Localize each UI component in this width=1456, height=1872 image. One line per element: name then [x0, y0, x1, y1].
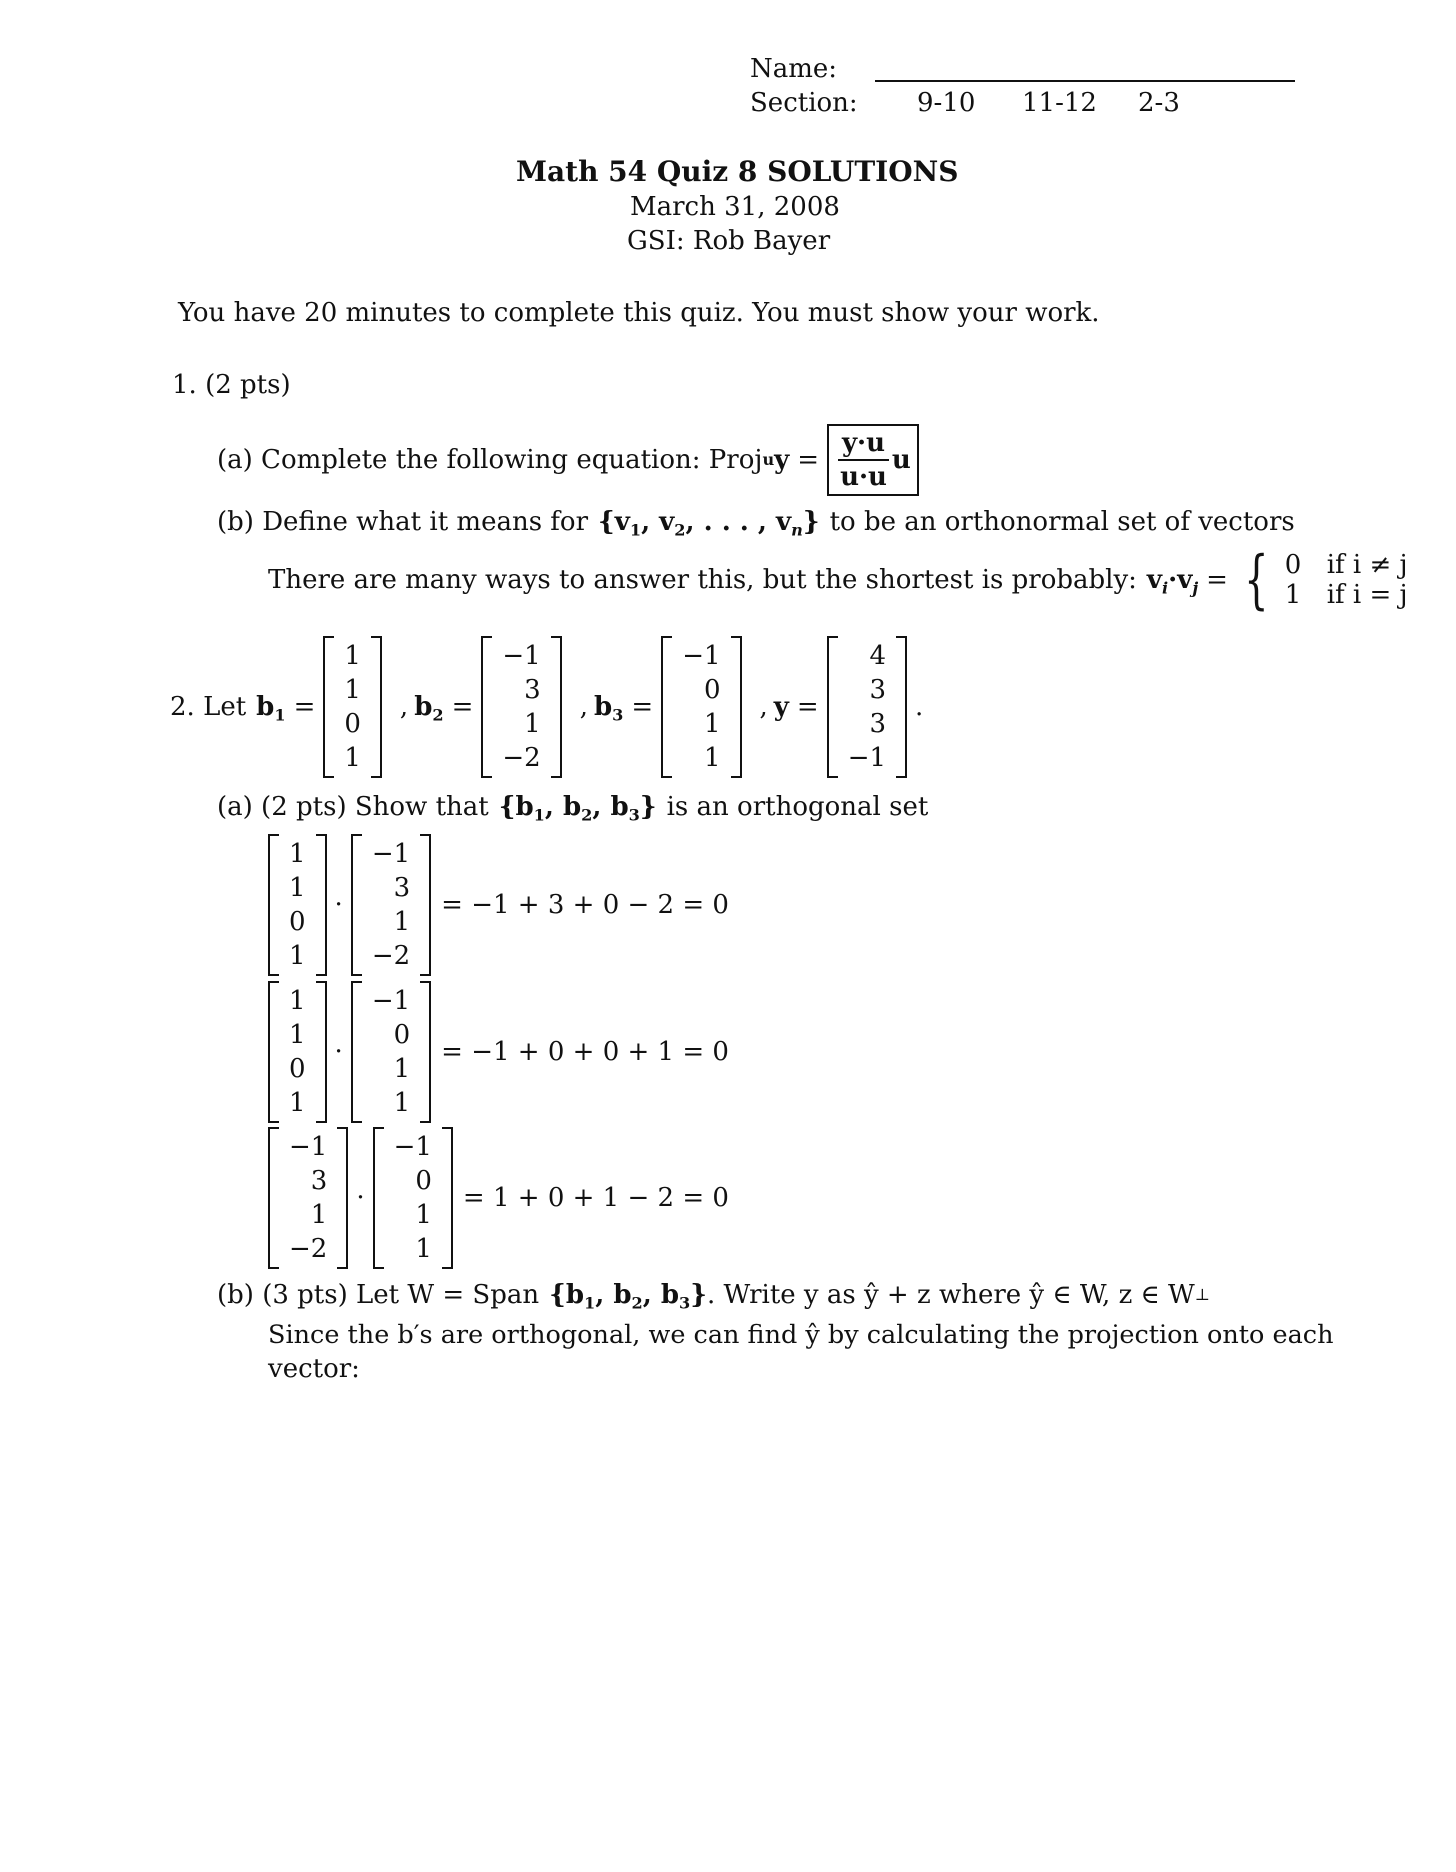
q1b-text: (b) Define what it means for: [217, 507, 589, 537]
q2a-tail: is an orthogonal set: [666, 792, 929, 822]
piecewise-cases: { 0 if i ≠ j 1 if i = j: [1244, 543, 1408, 617]
q2b-text: (b) (3 pts) Let W = Span: [217, 1280, 540, 1310]
equals-sign: =: [1206, 565, 1228, 595]
dot-product: $v_i\cdot v_j$: [1146, 565, 1199, 598]
q2-definition: 2. Let $b_1$ = 1 1 0 1 , $b_2$ = −1 3 1 −2 , $b_3$ = −1 0 1 1 , y = 4 3 3 −1 .: [170, 636, 923, 778]
proj-var: y: [774, 445, 790, 475]
dot-result-1: = −1 + 3 + 0 − 2 = 0: [441, 890, 729, 920]
q1a-line: (a) Complete the following equation: Proj u y = $\frac{y\cdot u}{u\cdot u}$ u: [217, 425, 919, 495]
name-line: [875, 80, 1295, 82]
vector-b1: 1 1 0 1: [323, 636, 382, 778]
q2b-tail: . Write y as ŷ + z where ŷ ∈ W, z ∈ W: [706, 1280, 1195, 1310]
case1-value: 0: [1284, 550, 1302, 580]
quiz-date: March 31, 2008: [630, 192, 840, 222]
answer-box: $\frac{y\cdot u}{u\cdot u}$ u: [827, 424, 919, 496]
vector-y: 4 3 3 −1: [827, 636, 907, 778]
gsi-name: GSI: Rob Bayer: [627, 226, 831, 256]
instructions: You have 20 minutes to complete this quiz. You must show your work.: [178, 298, 1100, 328]
q2-label: 2. Let: [170, 692, 247, 722]
q1b-tail: to be an orthonormal set of vectors: [829, 507, 1295, 537]
q2b-line3: vector:: [268, 1354, 360, 1384]
proj-fraction: $\frac{y\cdot u}{u\cdot u}$: [840, 428, 887, 492]
dot-result-2: = −1 + 0 + 0 + 1 = 0: [441, 1037, 729, 1067]
q1b-answer: [268, 543, 1408, 617]
case2-value: 1: [1284, 580, 1302, 610]
vector-set: {$v_1$, $v_2$, . . . , $v_n$}: [598, 507, 820, 540]
name-label: Name:: [750, 54, 838, 84]
q1-label: 1. (2 pts): [172, 370, 291, 400]
case2-condition: if i = j: [1326, 580, 1408, 610]
dot-product-3: −1 3 1 −2 · −1 0 1 1 = 1 + 0 + 1 − 2 = 0: [268, 1127, 729, 1269]
vector-b3: −1 0 1 1: [661, 636, 741, 778]
q1b-line: [217, 507, 1295, 540]
dot-product-2: 1 1 0 1 · −1 0 1 1 = −1 + 0 + 0 + 1 = 0: [268, 981, 729, 1123]
dot-product-1: 1 1 0 1 · −1 3 1 −2 = −1 + 3 + 0 − 2 = 0: [268, 834, 729, 976]
section-label: Section:: [750, 88, 858, 118]
case1-condition: if i ≠ j: [1326, 550, 1408, 580]
q2a-line: [217, 792, 929, 825]
section-option-1: 9-10: [917, 88, 976, 118]
q1a-text: (a) Complete the following equation: Proj: [217, 445, 763, 475]
equals-sign: =: [797, 445, 820, 475]
section-option-2: 11-12: [1022, 88, 1097, 118]
b-set: {$b_1$, $b_2$, $b_3$}: [498, 792, 657, 825]
q2b-line: (b) (3 pts) Let W = Span {$b_1$, $b_2$, $b_3$} . Write y as ŷ + z where ŷ ∈ W, z ∈ W ⊥: [217, 1280, 1210, 1313]
span-set: {$b_1$, $b_2$, $b_3$}: [549, 1280, 707, 1313]
q2a-text: (a) (2 pts) Show that: [217, 792, 489, 822]
page-title: Math 54 Quiz 8 SOLUTIONS: [516, 155, 959, 188]
vector-b2: −1 3 1 −2: [481, 636, 561, 778]
section-option-3: 2-3: [1138, 88, 1180, 118]
dot-result-3: = 1 + 0 + 1 − 2 = 0: [462, 1183, 729, 1213]
q2b-line2: Since the b′s are orthogonal, we can find ŷ by calculating the projection onto each: [268, 1320, 1334, 1350]
q1b-answer-text: There are many ways to answer this, but the shortest is probably:: [268, 565, 1137, 595]
